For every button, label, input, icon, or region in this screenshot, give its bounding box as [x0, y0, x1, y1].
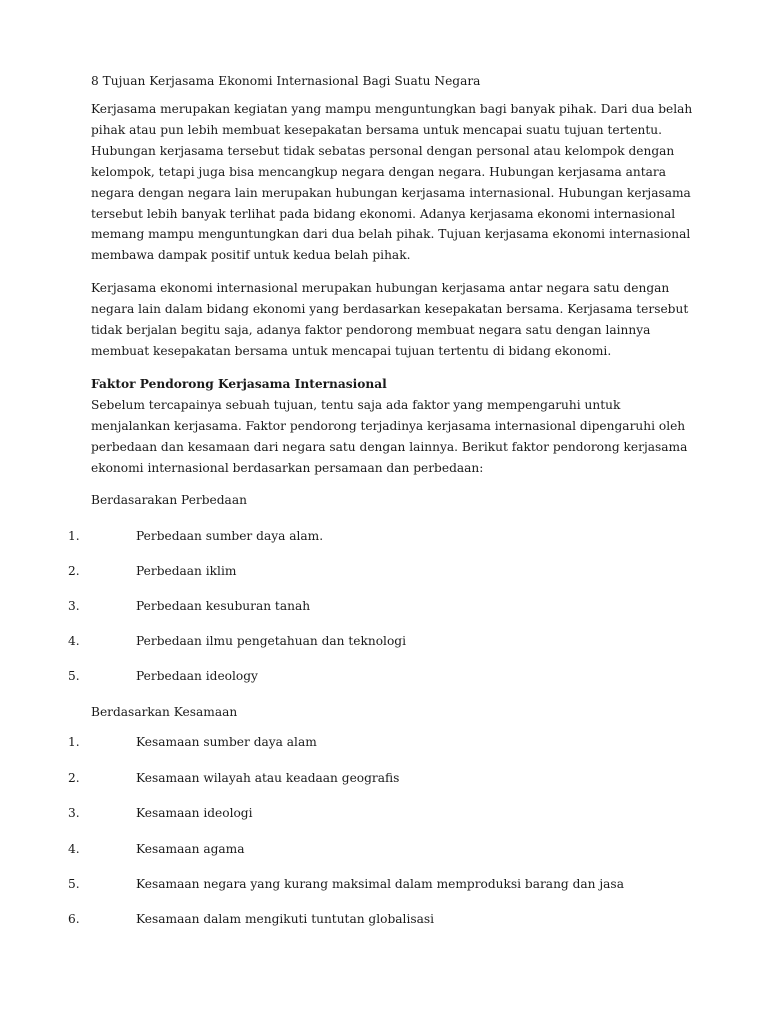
- list-item-text: Perbedaan kesuburan tanah: [136, 599, 311, 613]
- list-item-text: Kesamaan agama: [136, 842, 245, 856]
- paragraph-definition: [91, 278, 691, 362]
- list-item: [0, 911, 768, 929]
- list-item: [0, 668, 768, 686]
- paragraph-factors: [91, 374, 691, 479]
- list-item-text: Kesamaan ideologi: [136, 806, 253, 820]
- list-item-text: Kesamaan wilayah atau keadaan geografis: [136, 771, 400, 785]
- list-item-number: 1.: [68, 735, 80, 749]
- paragraph-line: kelompok, tetapi juga bisa mencangkup negara dengan negara. Hubungan kerjasama antara: [91, 164, 666, 179]
- list-item-text: Kesamaan sumber daya alam: [136, 735, 317, 749]
- list-item-number: 5.: [68, 669, 80, 683]
- section-label-perbedaan: Berdasarakan Perbedaan: [91, 493, 247, 507]
- list-item-number: 4.: [68, 634, 80, 648]
- paragraph-line: negara lain dalam bidang ekonomi yang berdasarkan kesepakatan bersama. Kerjasama tersebut: [91, 301, 689, 316]
- list-item-number: 4.: [68, 842, 80, 856]
- list-item: [0, 633, 768, 651]
- list-item: [0, 805, 768, 823]
- list-item: [0, 770, 768, 788]
- list-item: [0, 876, 768, 894]
- list-item-text: Kesamaan negara yang kurang maksimal dalam memproduksi barang dan jasa: [136, 877, 624, 891]
- list-item: [0, 528, 768, 546]
- paragraph-line: tersebut lebih banyak terlihat pada bidang ekonomi. Adanya kerjasama ekonomi internasional: [91, 206, 676, 221]
- list-item-number: 1.: [68, 529, 80, 543]
- paragraph-line: membawa dampak positif untuk kedua belah pihak.: [91, 248, 411, 263]
- list-item-number: 3.: [68, 599, 80, 613]
- list-item-number: 2.: [68, 771, 80, 785]
- paragraph-line: pihak atau pun lebih membuat kesepakatan bersama untuk mencapai suatu tujuan tertentu.: [91, 122, 663, 137]
- paragraph-line: ekonomi internasional berdasarkan persamaan dan perbedaan:: [91, 460, 484, 475]
- paragraph-line: negara dengan negara lain merupakan hubungan kerjasama internasional. Hubungan kerjasama: [91, 185, 691, 200]
- list-item-text: Perbedaan sumber daya alam.: [136, 529, 324, 543]
- paragraph-line: membuat kesepakatan bersama untuk mencapai tujuan tertentu di bidang ekonomi.: [91, 343, 612, 358]
- list-item-text: Perbedaan ilmu pengetahuan dan teknologi: [136, 634, 406, 648]
- list-item-number: 6.: [68, 912, 80, 926]
- paragraph-line: perbedaan dan kesamaan dari negara satu dengan lainnya. Berikut faktor pendorong kerjasama: [91, 439, 688, 454]
- list-item: [0, 734, 768, 752]
- document-title: 8 Tujuan Kerjasama Ekonomi Internasional Bagi Suatu Negara: [91, 74, 481, 88]
- list-item-number: 2.: [68, 564, 80, 578]
- list-item: [0, 598, 768, 616]
- paragraph-line: Hubungan kerjasama tersebut tidak sebatas personal dengan personal atau kelompok dengan: [91, 143, 675, 158]
- paragraph-line: menjalankan kerjasama. Faktor pendorong terjadinya kerjasama internasional dipengaruhi oleh: [91, 418, 686, 433]
- paragraph-line: memang mampu menguntungkan dari dua belah pihak. Tujuan kerjasama ekonomi internasional: [91, 227, 691, 242]
- list-item-number: 5.: [68, 877, 80, 891]
- list-item: [0, 563, 768, 581]
- list-item-number: 3.: [68, 806, 80, 820]
- paragraph-line: Sebelum tercapainya sebuah tujuan, tentu saja ada faktor yang mempengaruhi untuk: [91, 397, 621, 412]
- paragraph-line: Kerjasama ekonomi internasional merupakan hubungan kerjasama antar negara satu dengan: [91, 281, 670, 295]
- section-label-kesamaan: Berdasarkan Kesamaan: [91, 705, 238, 719]
- list-item-text: Perbedaan iklim: [136, 564, 237, 578]
- list-item-text: Perbedaan ideology: [136, 669, 258, 683]
- paragraph-line: Kerjasama merupakan kegiatan yang mampu menguntungkan bagi banyak pihak. Dari dua belah: [91, 102, 693, 116]
- section-heading: Faktor Pendorong Kerjasama Internasional: [91, 377, 387, 391]
- paragraph-line: tidak berjalan begitu saja, adanya faktor pendorong membuat negara satu dengan lainnya: [91, 322, 651, 337]
- list-item-text: Kesamaan dalam mengikuti tuntutan globalisasi: [136, 912, 435, 926]
- paragraph-intro: [91, 99, 691, 266]
- list-item: [0, 841, 768, 859]
